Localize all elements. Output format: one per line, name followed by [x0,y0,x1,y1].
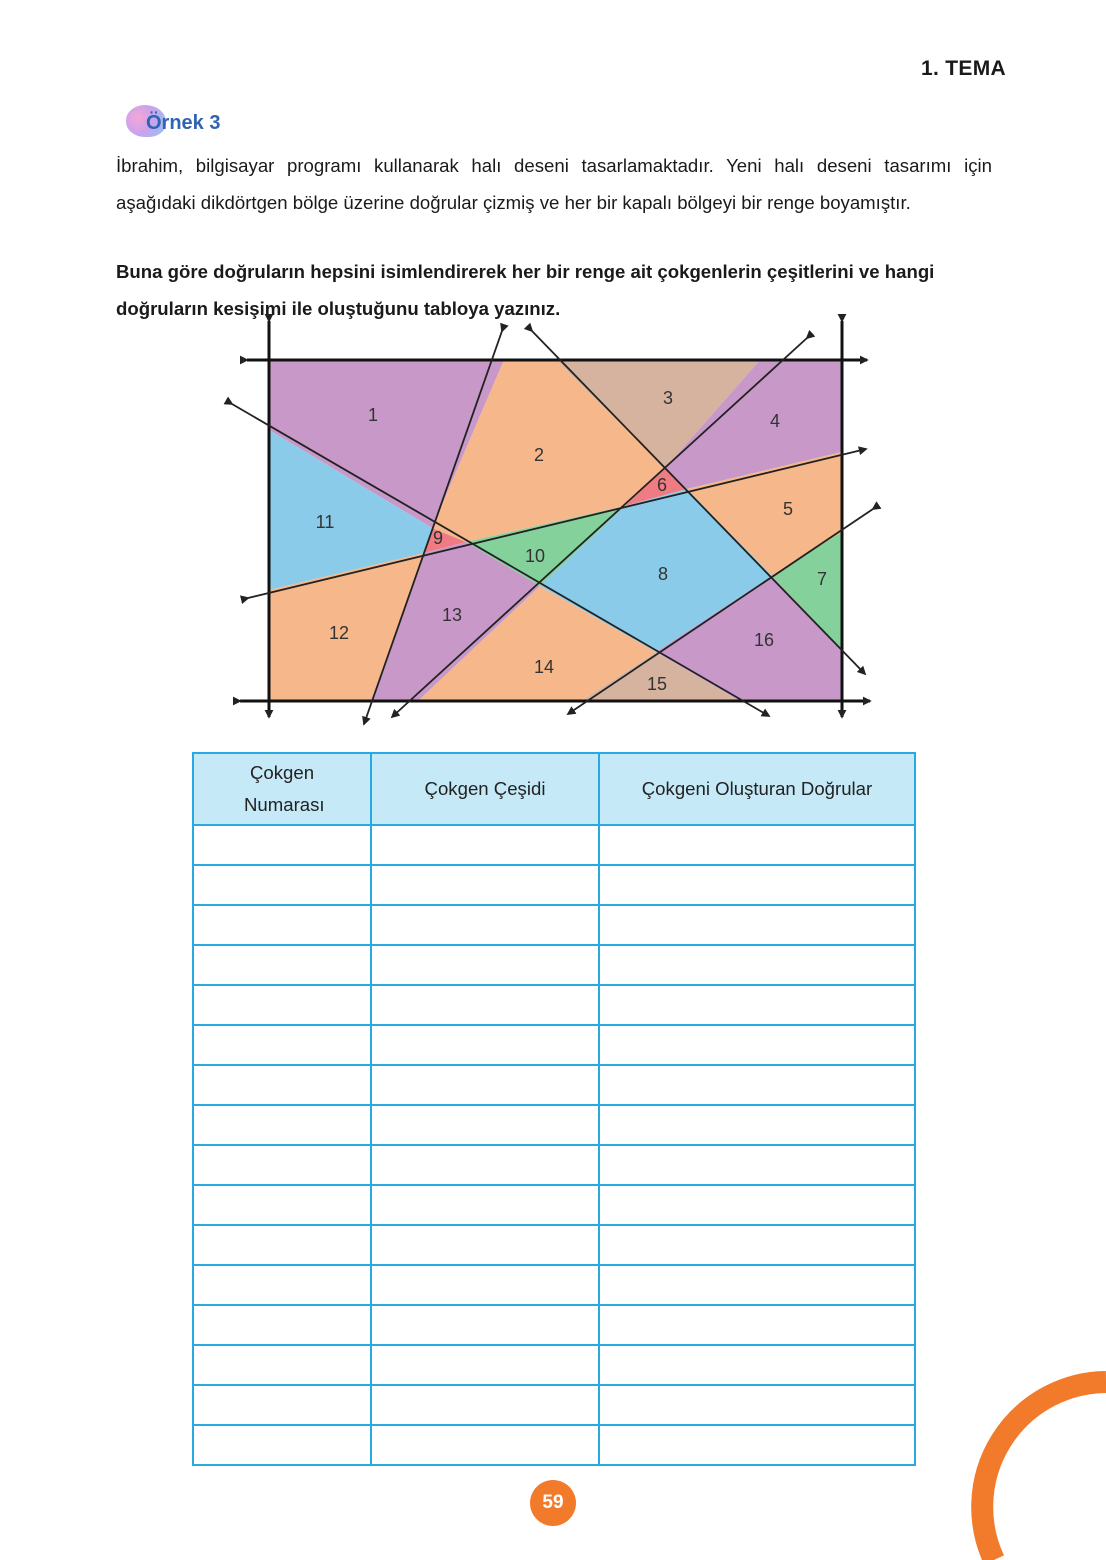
table-row [193,1345,915,1385]
cell-polygon-number[interactable] [193,1305,371,1345]
cell-polygon-type[interactable] [371,1225,599,1265]
cell-polygon-number[interactable] [193,1185,371,1225]
cell-polygon-number[interactable] [193,1225,371,1265]
table-row [193,1265,915,1305]
region-label: 12 [328,623,350,643]
table-row [193,825,915,865]
table-row [193,1425,915,1465]
cell-polygon-type[interactable] [371,985,599,1025]
example-intro-text: İbrahim, bilgisayar programı kullanarak halı deseni tasarlamaktadır. Yeni halı deseni tasarımı için aşağıdaki dikdörtgen bölge üzerine doğrular çizmiş ve her bir kapalı bölgeyi bir renge boyamıştır. [116,155,992,213]
region-label: 8 [657,564,669,584]
table-row [193,1305,915,1345]
cell-polygon-type[interactable] [371,1305,599,1345]
cell-forming-lines[interactable] [599,1305,915,1345]
table-row [193,1145,915,1185]
cell-forming-lines[interactable] [599,1185,915,1225]
region-label: 11 [315,512,335,532]
corner-decoration [970,1370,1106,1560]
region-label: 14 [533,657,555,677]
table-row [193,1225,915,1265]
cell-forming-lines[interactable] [599,1225,915,1265]
cell-polygon-type[interactable] [371,865,599,905]
region-label: 13 [441,605,463,625]
cell-forming-lines[interactable] [599,1025,915,1065]
cell-polygon-number[interactable] [193,945,371,985]
answer-table [192,752,916,1466]
region-label: 7 [816,569,828,589]
cell-polygon-type[interactable] [371,825,599,865]
table-row [193,865,915,905]
header-polygon-number: Çokgen Numarası [193,753,371,825]
cell-polygon-number[interactable] [193,865,371,905]
cell-polygon-number[interactable] [193,1385,371,1425]
table-row [193,945,915,985]
cell-polygon-number[interactable] [193,1065,371,1105]
cell-polygon-type[interactable] [371,1185,599,1225]
cell-forming-lines[interactable] [599,865,915,905]
region-label: 15 [646,674,668,694]
cell-forming-lines[interactable] [599,985,915,1025]
region-label: 6 [656,475,668,495]
cell-polygon-type[interactable] [371,1145,599,1185]
cell-polygon-number[interactable] [193,825,371,865]
cell-forming-lines[interactable] [599,1265,915,1305]
cell-forming-lines[interactable] [599,1425,915,1465]
cell-polygon-type[interactable] [371,1265,599,1305]
cell-polygon-type[interactable] [371,1025,599,1065]
cell-forming-lines[interactable] [599,1345,915,1385]
table-row [193,1025,915,1065]
cell-polygon-type[interactable] [371,1105,599,1145]
cell-polygon-type[interactable] [371,945,599,985]
example-instruction-text: Buna göre doğruların hepsini isimlendirerek her bir renge ait çokgenlerin çeşitlerini ve hangi doğruların kesişimi ile oluştuğunu tabloya yazınız. [116,261,935,319]
table-row [193,1065,915,1105]
cell-polygon-type[interactable] [371,1065,599,1105]
table-row [193,1105,915,1145]
region-label: 1 [367,405,379,425]
table-header-row [193,753,915,825]
cell-forming-lines[interactable] [599,1105,915,1145]
cell-polygon-type[interactable] [371,905,599,945]
carpet-pattern-figure [0,0,1106,740]
table-row [193,1185,915,1225]
cell-forming-lines[interactable] [599,945,915,985]
region-label: 4 [769,411,781,431]
header-forming-lines: Çokgeni Oluşturan Doğrular [599,753,915,825]
region-label: 10 [524,546,546,566]
table-row [193,985,915,1025]
cell-polygon-type[interactable] [371,1345,599,1385]
header-polygon-type: Çokgen Çeşidi [371,753,599,825]
cell-polygon-type[interactable] [371,1385,599,1425]
region-label: 16 [753,630,775,650]
cell-polygon-number[interactable] [193,1425,371,1465]
cell-forming-lines[interactable] [599,905,915,945]
region-label: 9 [432,528,444,548]
cell-forming-lines[interactable] [599,1065,915,1105]
cell-polygon-number[interactable] [193,905,371,945]
theme-heading: 1. TEMA [921,57,1006,80]
cell-polygon-number[interactable] [193,1025,371,1065]
table-row [193,905,915,945]
cell-forming-lines[interactable] [599,1385,915,1425]
cell-forming-lines[interactable] [599,825,915,865]
cell-polygon-number[interactable] [193,1265,371,1305]
answer-table-body [193,825,915,1465]
cell-polygon-number[interactable] [193,1345,371,1385]
region-label: 2 [533,445,545,465]
example-label: Örnek 3 [146,112,221,134]
cell-polygon-number[interactable] [193,1145,371,1185]
cell-forming-lines[interactable] [599,1145,915,1185]
region-label: 5 [782,499,794,519]
table-row [193,1385,915,1425]
cell-polygon-number[interactable] [193,1105,371,1145]
cell-polygon-type[interactable] [371,1425,599,1465]
page-number: 59 [530,1480,576,1526]
cell-polygon-number[interactable] [193,985,371,1025]
region-label: 3 [662,388,674,408]
